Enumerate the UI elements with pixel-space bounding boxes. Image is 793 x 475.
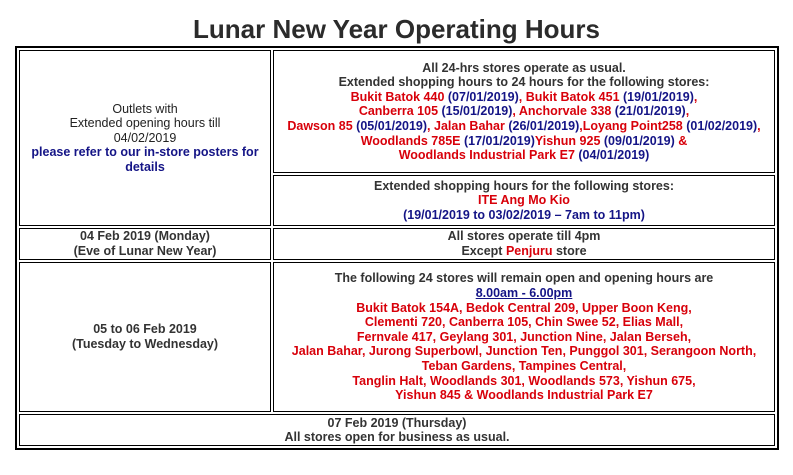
- store-date: (19/01/2019): [623, 89, 694, 104]
- eve-date: 04 Feb 2019 (Monday): [80, 229, 210, 244]
- store-date: (17/01/2019): [463, 133, 535, 148]
- store-date: (26/01/2019): [508, 119, 580, 134]
- holiday-hours-link[interactable]: 8.00am - 6.00pm: [475, 285, 573, 300]
- holiday-intro: The following 24 stores will remain open and opening hours are: [334, 271, 714, 286]
- holiday-store-line: Yishun 845 & Woodlands Industrial Park E7: [395, 388, 653, 403]
- except-suffix: store: [555, 243, 587, 258]
- store-date: (04/01/2019): [578, 148, 650, 163]
- page-title: Lunar New Year Operating Hours: [193, 14, 600, 44]
- ite-dates: (19/01/2019 to 03/02/2019 – 7am to 11pm): [403, 208, 645, 223]
- except-store: Penjuru: [505, 243, 553, 258]
- store-name: Canberra 105: [358, 104, 439, 119]
- extended-hours-label-cell: [19, 50, 271, 226]
- ampersand: &: [678, 133, 688, 148]
- poster-note-line2: details: [125, 159, 165, 174]
- store-date: (21/01/2019): [614, 104, 686, 119]
- holiday-stores-cell: [273, 262, 775, 413]
- eve-label: (Eve of Lunar New Year): [73, 243, 217, 258]
- store-name: Woodlands 785E: [360, 133, 461, 148]
- store-name: Dawson 85: [287, 119, 353, 134]
- ite-store-name: ITE Ang Mo Kio: [478, 193, 570, 208]
- ite-extended-cell: [273, 175, 775, 226]
- extended-label-line2: Extended opening hours till: [69, 116, 221, 131]
- store-date: (15/01/2019): [441, 104, 513, 119]
- holiday-date-cell: [19, 262, 271, 413]
- holiday-store-line: Bukit Batok 154A, Bedok Central 209, Upper Boon Keng,: [356, 300, 692, 315]
- holiday-days: (Tuesday to Wednesday): [71, 337, 219, 352]
- store-date: (09/01/2019): [603, 133, 675, 148]
- thursday-cell: [19, 414, 775, 446]
- thursday-note: All stores open for business as usual.: [284, 430, 510, 445]
- store-date: (05/01/2019): [356, 119, 428, 134]
- holiday-store-line: Jalan Bahar, Jurong Superbowl, Junction Ten, Punggol 301, Serangoon North,: [291, 344, 757, 359]
- store-name: Bukit Batok 440: [350, 89, 445, 104]
- store-date: (01/02/2019): [686, 119, 758, 134]
- thursday-date: 07 Feb 2019 (Thursday): [327, 415, 467, 430]
- store-name: Yishun 925: [534, 133, 601, 148]
- ite-intro: Extended shopping hours for the following stores:: [374, 178, 674, 193]
- extended-hours-row-1: [19, 50, 775, 173]
- holiday-store-line: Fernvale 417, Geylang 301, Junction Nine, Jalan Berseh,: [356, 329, 692, 344]
- poster-note-line1: please refer to our in-store posters for: [31, 145, 259, 160]
- holiday-dates: 05 to 06 Feb 2019: [93, 322, 197, 337]
- store-name: Jalan Bahar: [434, 119, 505, 134]
- extended-24h-intro: Extended shopping hours to 24 hours for the following stores:: [338, 75, 710, 90]
- eve-row: [19, 228, 775, 260]
- extended-label-date: 04/02/2019: [113, 130, 177, 145]
- eve-hours-cell: [273, 228, 775, 260]
- eve-date-cell: [19, 228, 271, 260]
- store-name: Anchorvale 338: [518, 104, 612, 119]
- store-name: Loyang Point258: [582, 119, 683, 134]
- store-date: (07/01/2019): [447, 89, 519, 104]
- extended-label-line1: Outlets with: [112, 101, 178, 116]
- store-name: Bukit Batok 451: [525, 89, 620, 104]
- eve-hours: All stores operate till 4pm: [447, 229, 601, 244]
- except-prefix: Except: [461, 243, 503, 258]
- extended-24h-stores-cell: All 24-hrs stores operate as usual. Extended shopping hours to 24 hours for the following stores: Bukit Batok 440 (07/01/2019), Bukit Batok 451 (19/01/2019), Canberra 105 (15/01/2019), Anchorvale 338 (21/01/2019), Dawson 85 (05/01/2019), Jalan Bahar (26/01/2019),Loyang Point258 (01/02/2019), Woodlands 785E (17/01/2019)Yishun 925 (09/01/2019) & Woodlands Industrial Park E7 (04/01/2019): [273, 50, 775, 173]
- holiday-store-line: Teban Gardens, Tampines Central,: [421, 358, 627, 373]
- holiday-row: [19, 262, 775, 413]
- holiday-store-line: Tanglin Halt, Woodlands 301, Woodlands 573, Yishun 675,: [352, 373, 696, 388]
- operating-hours-table: [15, 46, 779, 450]
- store-name: Woodlands Industrial Park E7: [398, 148, 575, 163]
- thursday-row: [19, 414, 775, 446]
- all-24h-note: All 24-hrs stores operate as usual.: [422, 60, 626, 75]
- holiday-store-line: Clementi 720, Canberra 105, Chin Swee 52, Elias Mall,: [364, 315, 684, 330]
